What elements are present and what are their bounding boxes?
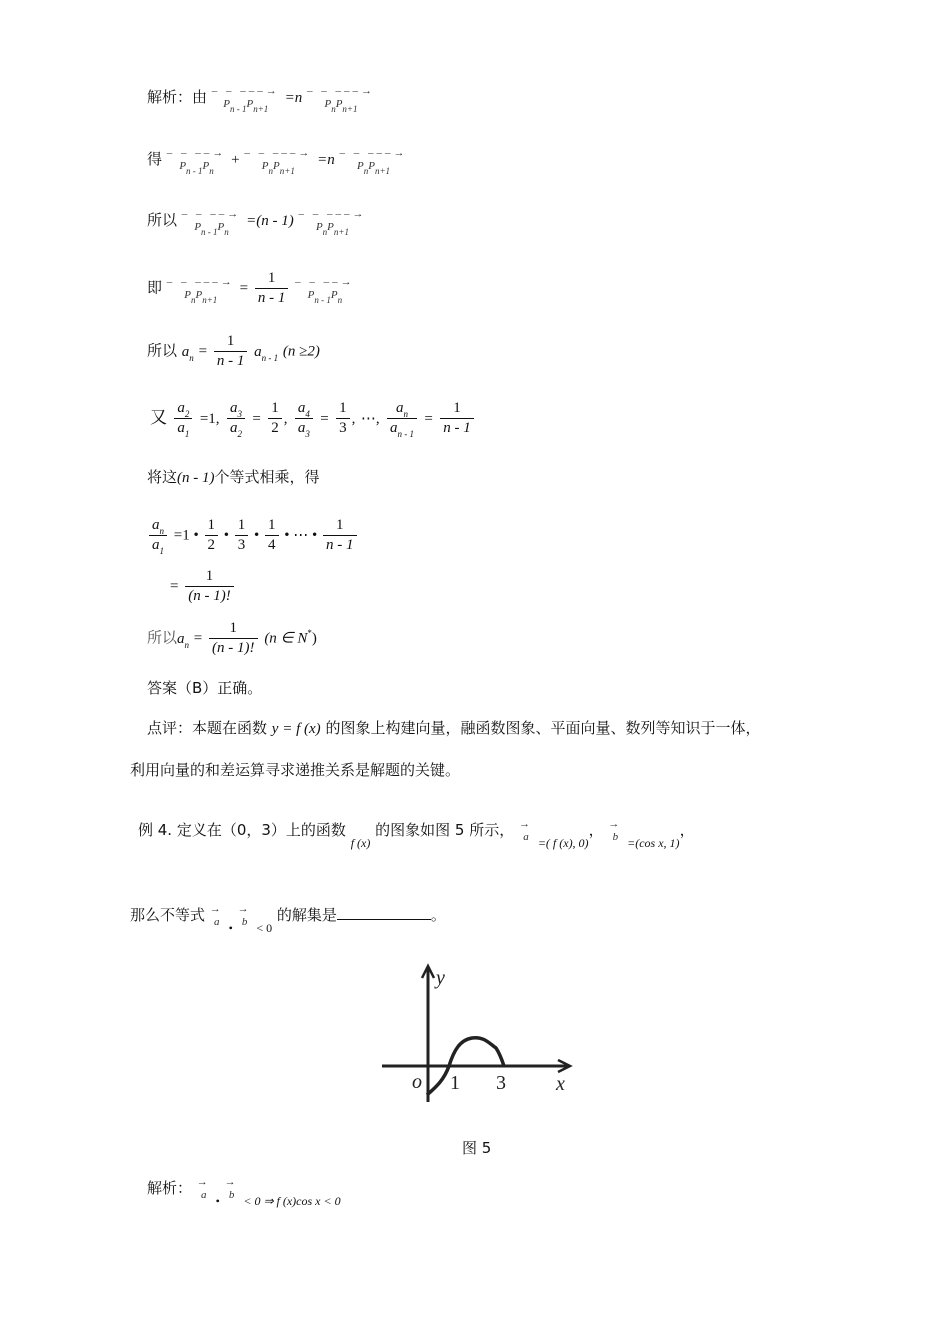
frac-factorial-2: $\frac{1}{(n - 1)!}$ [209, 620, 257, 657]
y-label: y [436, 967, 445, 989]
answer-line: 答案（B）正确。 [147, 679, 263, 697]
vector-pn-pn1plus-e: – – –––→ $P_nP_{n+1}$ [166, 275, 235, 305]
example-4: 例 4. 定义在（0，3）上的函数 $_{f (x)}$ 的图象如图 5 所示， → a $_{=( f (x), 0)}$， → b $_{=(cos x, 1)}$， [138, 818, 695, 850]
step-de [147, 147, 408, 176]
answer-blank[interactable] [337, 905, 431, 920]
figure-caption: 图 5 [462, 1139, 492, 1157]
equals: = [239, 280, 249, 297]
vector-pn1-pn-c: – – ––→ $P_{n - 1}P_n$ [295, 275, 355, 305]
label-suoyi: 所以 [147, 211, 178, 229]
origin-label: o [412, 1071, 422, 1093]
a-n-1: $a_{n - 1}$ [254, 343, 279, 363]
a-n: $a_n$ [181, 343, 194, 363]
review-line-1: 点评：本题在函数 y = f (x) 的图象上构建向量，融函数图象、平面向量、数列等知识于一体， [147, 719, 761, 737]
step-given [147, 85, 375, 114]
ellipsis: ⋯, [360, 411, 380, 427]
figure-5-graph [378, 962, 588, 1102]
vector-pn1-pn: – – ––→ $P_{n - 1}P_n$ [166, 147, 227, 176]
frac-1-over-n-1: $\frac{1}{n - 1}$ [255, 270, 289, 307]
ratio-an-an1: $\frac{a_n}{a_{n - 1}}$ [387, 400, 417, 437]
vector-a: → a [519, 818, 534, 843]
ratio-an-a1: $\frac{a_n}{a_1}$ [149, 517, 167, 554]
frac-factorial: $\frac{1}{(n - 1)!}$ [185, 568, 233, 605]
label-jiexi: 解析：由 [147, 88, 208, 106]
vector-pn1-pn1plus: – – –––→ $P_{n - 1}P_{n+1}$ [211, 85, 280, 114]
eq-n-b: =n [317, 152, 335, 168]
plus-sign: + [231, 152, 240, 168]
frac-third: $\frac{1}{3}$ [336, 400, 350, 437]
step-product: $\frac{a_n}{a_1}$ =1 • $\frac{1}{2}$ • $\frac{1}{3}$ • $\frac{1}{4}$ • ⋯ • $\frac{1}{n - 1}$ [147, 517, 359, 554]
eq-n: =n [284, 90, 303, 106]
x-label: x [556, 1073, 565, 1095]
vector-pn-pn1plus-b: – – –––→ $P_nP_{n+1}$ [244, 147, 313, 176]
tick-3: 3 [496, 1072, 506, 1094]
vector-pn-pn1plus: – – –––→ $P_nP_{n+1}$ [306, 85, 375, 114]
eq-one: =1, [199, 411, 220, 427]
ratio-a4-a3: $\frac{a_4}{a_3}$ [295, 400, 313, 437]
eq-n-minus-1: =(n - 1) [246, 213, 294, 229]
step-ji [147, 270, 355, 307]
vector-pn-pn1plus-c: – – –––→ $P_nP_{n+1}$ [339, 147, 408, 176]
inequality-question: 那么不等式 → a $_•$ → b $_{< 0}$ 的解集是 。 [130, 903, 446, 935]
equals-2: = [198, 343, 208, 360]
label-suoyi-2: 所以 [147, 341, 178, 360]
step-recurrence [147, 333, 320, 370]
label-you: 又 [150, 408, 167, 428]
frac-half: $\frac{1}{2}$ [268, 400, 282, 437]
ratio-a2-a1: $\frac{a_2}{a_1}$ [174, 400, 192, 437]
vector-pn-pn1plus-d: – – –––→ $P_nP_{n+1}$ [298, 208, 367, 237]
label-de: 得 [147, 150, 163, 168]
frac-1-over-n-1-b: $\frac{1}{n - 1}$ [440, 400, 474, 437]
step-conclusion: 所以$a_n$ = $\frac{1}{(n - 1)!}$ (n ∈ N*) [147, 620, 317, 656]
review-line-2: 利用向量的和差运算寻求递推关系是解题的关键。 [130, 761, 461, 779]
step-factorial: = $\frac{1}{(n - 1)!}$ [170, 568, 236, 605]
frac-recurrence: $\frac{1}{n - 1}$ [214, 333, 248, 370]
step-ratios: 又 $\frac{a_2}{a_1}$ =1, $\frac{a_3}{a_2}$ = $\frac{1}{2}$ , $\frac{a_4}{a_3}$ = $\frac{1}{3}$ , ⋯, $\frac{a_n}{a_{n - 1}}$ = $\frac{1}{n - 1}$ [150, 400, 476, 437]
vector-b: → b [608, 818, 623, 843]
vector-pn1-pn-b: – – ––→ $P_{n - 1}P_n$ [181, 208, 242, 237]
ratio-a3-a2: $\frac{a_3}{a_2}$ [227, 400, 245, 437]
step-suoyi1 [147, 208, 367, 237]
step-multiply: 将这(n - 1)个等式相乘，得 [147, 468, 320, 486]
tick-1: 1 [450, 1072, 460, 1094]
label-ji: 即 [147, 278, 163, 297]
solution-2: 解析： → a $_•$ → b $_{< 0 \Rightarrow f (x)cos x < 0}$ [147, 1176, 341, 1208]
condition: (n ≥2) [282, 343, 320, 360]
